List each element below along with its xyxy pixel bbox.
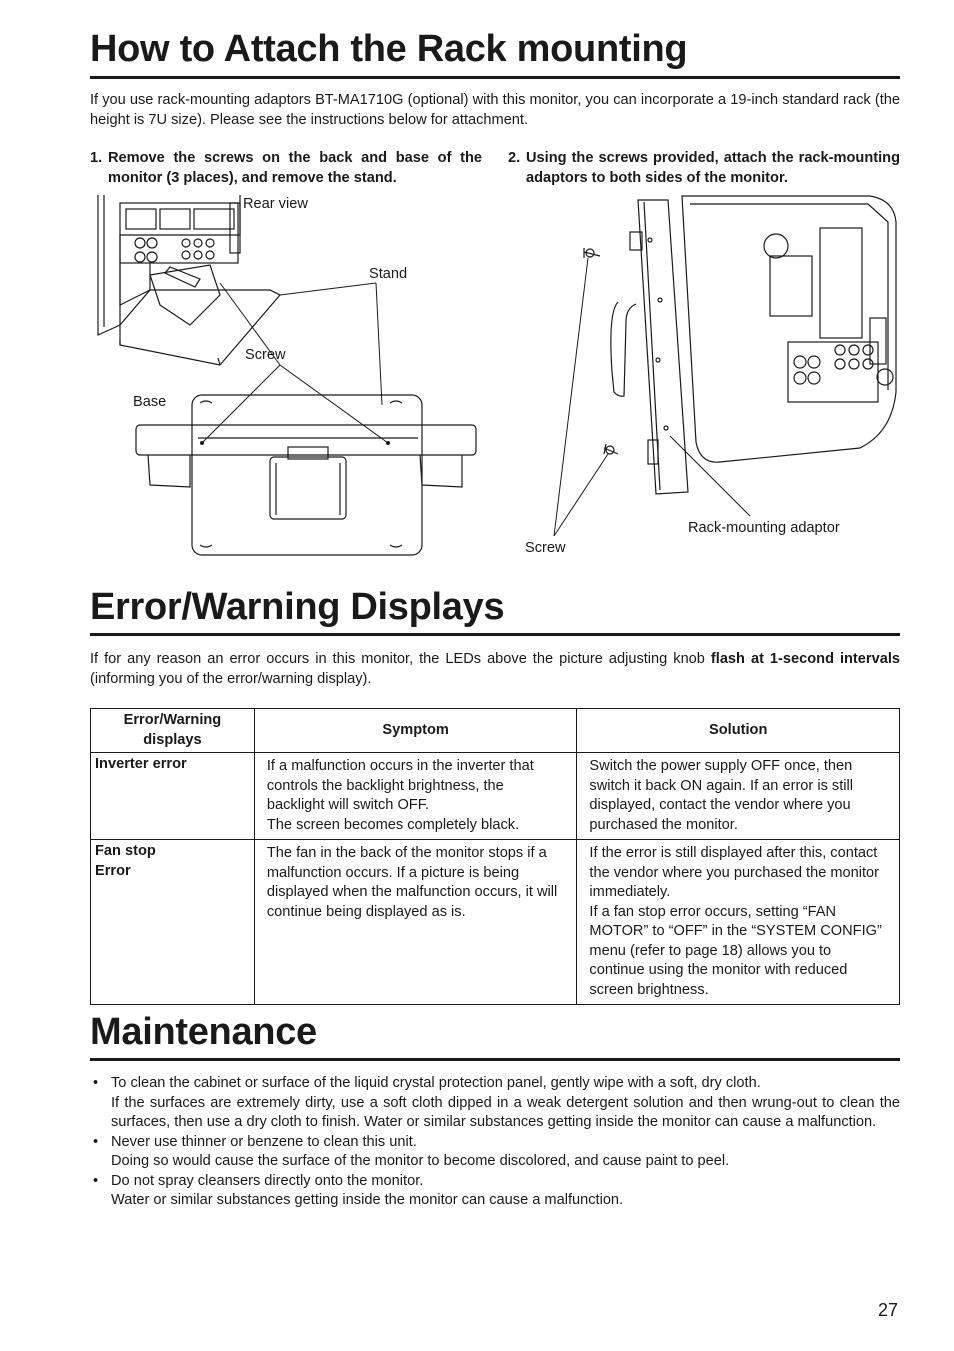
rack-section-title: How to Attach the Rack mounting xyxy=(90,28,688,70)
bullet: • xyxy=(93,1075,99,1091)
solution-text: If a fan stop error occurs, setting “FAN MOTOR” to “OFF” in the “SYSTEM CONFIG” menu (refer to page 18) allows you to continue using the monitor with reduced screen brightness. xyxy=(589,903,882,998)
bullet: • xyxy=(93,1172,99,1189)
maintenance-list xyxy=(90,1074,900,1211)
list-item xyxy=(90,1074,900,1133)
step-2-number: 2. xyxy=(508,150,521,166)
row-fan-solution xyxy=(577,840,900,1005)
label-base: Base xyxy=(133,394,167,410)
list-item-text: Do not spray cleansers directly onto the monitor. xyxy=(111,1172,424,1189)
label-rear-view: Rear view xyxy=(243,196,308,212)
symptom-text: If a malfunction occurs in the inverter that controls the backlight brightness, the backlight will switch OFF. xyxy=(266,758,534,813)
row-fan-symptom xyxy=(254,840,577,1005)
symptom-text: The screen becomes completely black. xyxy=(266,816,520,833)
label-screw-left: Screw xyxy=(245,347,286,363)
table-row xyxy=(91,840,900,1005)
list-item-text: Never use thinner or benzene to clean this unit. xyxy=(111,1133,417,1150)
error-intro-text: If for any reason an error occurs in this monitor, the LEDs above the picture adjusting knob xyxy=(90,651,711,667)
error-section-title: Error/Warning Displays xyxy=(90,586,505,628)
maintenance-section-title: Maintenance xyxy=(90,1011,317,1053)
title-rule xyxy=(90,76,900,79)
list-item xyxy=(90,1172,900,1211)
header-solution: Solution xyxy=(577,709,900,753)
step-2 xyxy=(508,148,900,188)
error-intro-text-end: (informing you of the error/warning display). xyxy=(90,670,372,687)
rack-intro: If you use rack-mounting adaptors BT-MA1710G (optional) with this monitor, you can incorporate a 19-inch standard rack (the height is 7U size). Please see the instructions below for attachment. xyxy=(90,92,900,128)
step-1 xyxy=(90,148,482,188)
header-symptom: Symptom xyxy=(254,709,577,753)
display-name: Error xyxy=(95,862,131,879)
list-item-text: To clean the cabinet or surface of the liquid crystal protection panel, gently wipe with a soft, dry cloth. xyxy=(111,1075,761,1091)
label-stand: Stand xyxy=(369,266,408,282)
table-row xyxy=(91,753,900,840)
solution-text: Switch the power supply OFF once, then switch it back ON again. If an error is still displayed, contact the vendor where you purchased the monitor. xyxy=(589,758,854,833)
label-rack-adaptor: Rack-mounting adaptor xyxy=(688,520,840,536)
title-rule xyxy=(90,1058,900,1061)
row-inverter-symptom xyxy=(254,753,577,840)
step-1-text: Remove the screws on the back and base of the monitor (3 places), and remove the stand. xyxy=(108,150,482,186)
label-screw-right: Screw xyxy=(525,540,566,556)
error-intro xyxy=(90,650,900,689)
row-inverter-solution xyxy=(577,753,900,840)
header-displays: Error/Warning displays xyxy=(91,709,255,753)
row-inverter-display xyxy=(91,753,255,840)
error-intro-emphasis: flash at 1-second intervals xyxy=(710,651,900,667)
row-fan-display xyxy=(91,840,255,1005)
table-header-row xyxy=(91,709,900,753)
symptom-text: The fan in the back of the monitor stops if a malfunction occurs. If a picture is being displayed when the malfunction occurs, it will continue being displayed as is. xyxy=(266,845,558,920)
bullet: • xyxy=(93,1133,99,1150)
list-item-text: Water or similar substances getting inside the monitor can cause a malfunction. xyxy=(111,1192,624,1208)
list-item xyxy=(90,1133,900,1172)
display-name: Fan stop xyxy=(95,843,156,859)
display-name: Inverter error xyxy=(95,756,187,772)
list-item-text: Doing so would cause the surface of the monitor to become discolored, and cause paint to peel. xyxy=(111,1153,730,1169)
solution-text: If the error is still displayed after this, contact the vendor where you purchased the monitor immediately. xyxy=(589,845,880,900)
title-rule xyxy=(90,633,900,636)
step-2-text: Using the screws provided, attach the rack-mounting adaptors to both sides of the monitor. xyxy=(526,150,900,186)
monitor-stand-illustration xyxy=(90,195,490,560)
list-item-text: If the surfaces are extremely dirty, use a soft cloth dipped in a weak detergent solution and then wrung-out to clean the surfaces, then use a dry cloth to finish. Water or similar substances getting inside the monitor can cause a malfunction. xyxy=(111,1094,900,1130)
error-table xyxy=(90,708,900,1005)
step-1-number: 1. xyxy=(90,150,103,166)
rack-adaptor-illustration xyxy=(520,192,900,552)
page-number: 27 xyxy=(878,1300,899,1320)
